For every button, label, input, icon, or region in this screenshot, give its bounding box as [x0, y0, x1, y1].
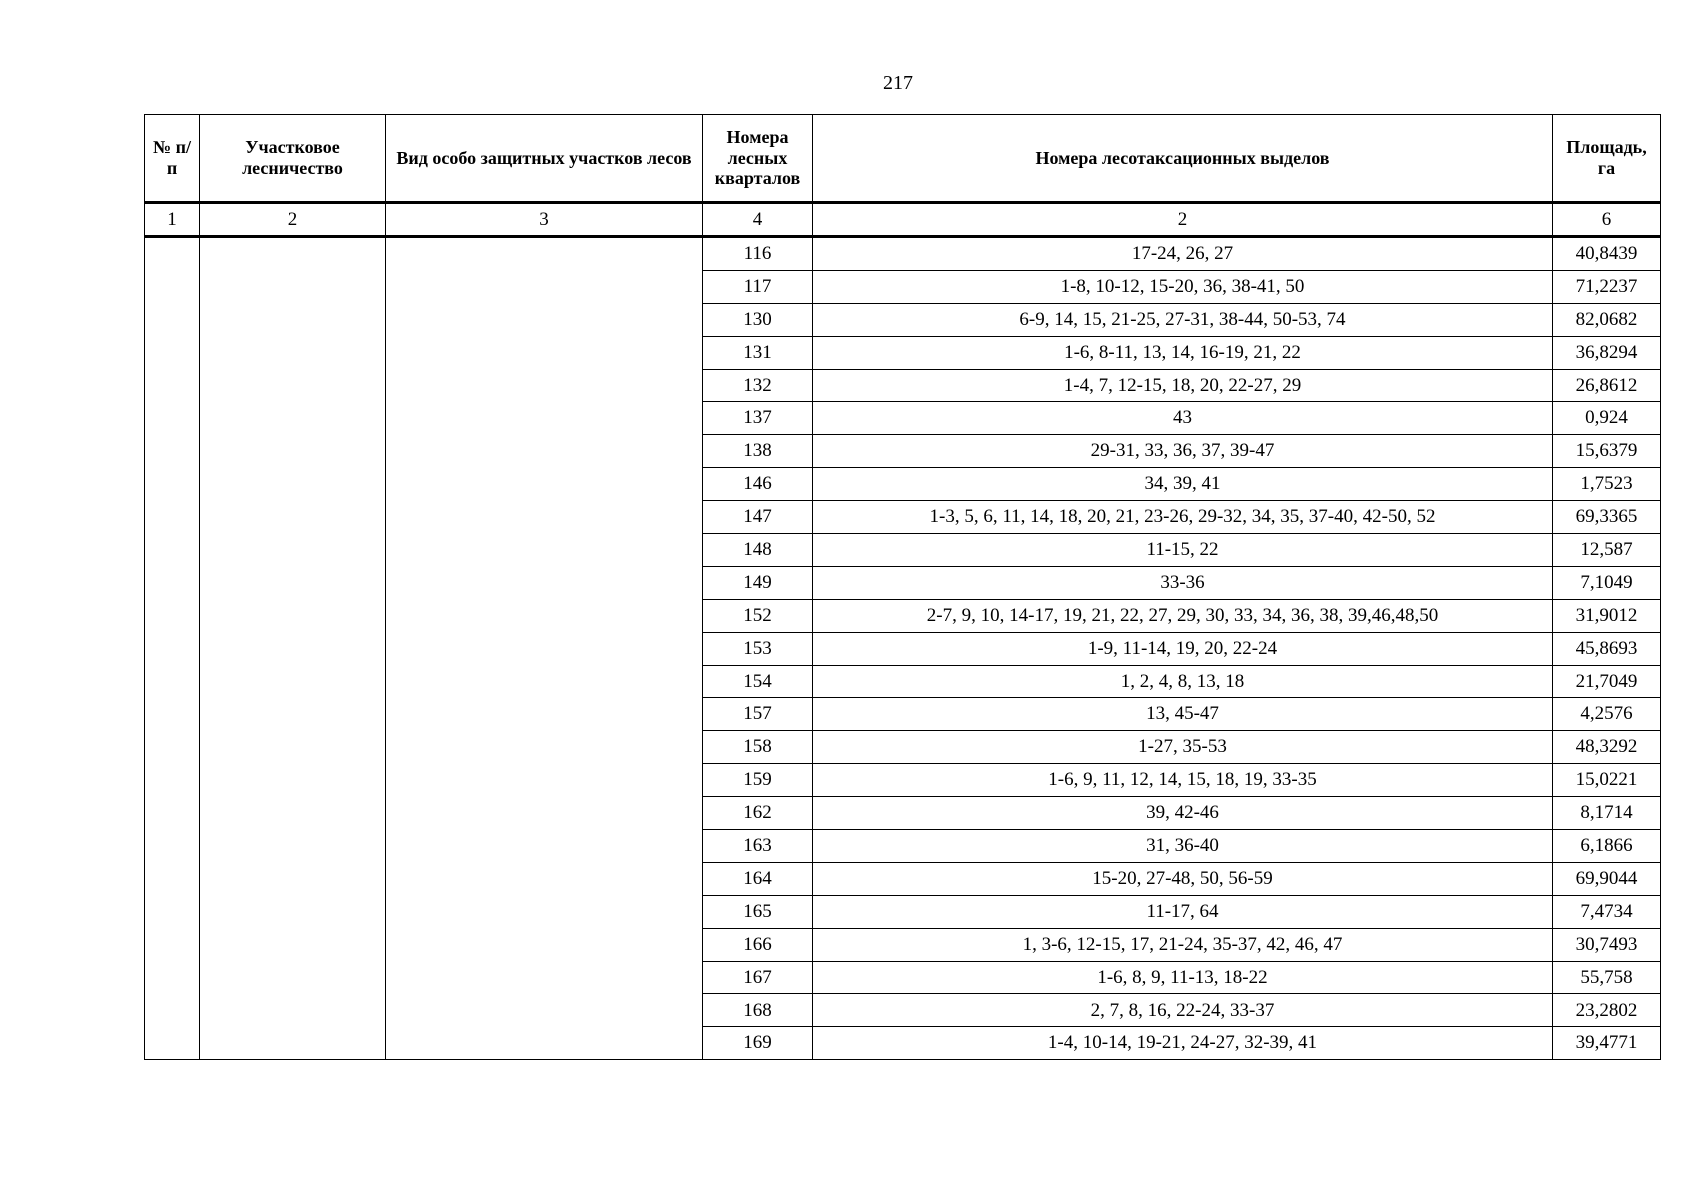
cell-number	[145, 303, 200, 336]
cell-area: 15,6379	[1553, 435, 1661, 468]
table-row	[145, 994, 1661, 1027]
cell-number	[145, 599, 200, 632]
cell-area: 40,8439	[1553, 237, 1661, 271]
cell-area: 36,8294	[1553, 336, 1661, 369]
column-number: 4	[703, 203, 813, 237]
column-number: 1	[145, 203, 200, 237]
cell-quarter: 149	[703, 566, 813, 599]
cell-protected-type	[386, 566, 703, 599]
cell-quarter: 165	[703, 895, 813, 928]
cell-quarter: 167	[703, 961, 813, 994]
cell-forestry	[200, 665, 386, 698]
table-row	[145, 764, 1661, 797]
cell-protected-type	[386, 764, 703, 797]
column-number: 3	[386, 203, 703, 237]
table-row	[145, 797, 1661, 830]
cell-forestry	[200, 534, 386, 567]
cell-plots: 1, 3-6, 12-15, 17, 21-24, 35-37, 42, 46, 47	[813, 928, 1553, 961]
table-row	[145, 862, 1661, 895]
cell-protected-type	[386, 862, 703, 895]
table-row	[145, 599, 1661, 632]
cell-quarter: 168	[703, 994, 813, 1027]
cell-forestry	[200, 830, 386, 863]
cell-protected-type	[386, 994, 703, 1027]
cell-protected-type	[386, 369, 703, 402]
table-row	[145, 534, 1661, 567]
table-row	[145, 665, 1661, 698]
table-row	[145, 369, 1661, 402]
cell-protected-type	[386, 599, 703, 632]
cell-forestry	[200, 501, 386, 534]
cell-forestry	[200, 994, 386, 1027]
cell-number	[145, 632, 200, 665]
header-quarters: Номера лесных кварталов	[703, 115, 813, 203]
cell-number	[145, 862, 200, 895]
column-number-row	[145, 203, 1661, 237]
cell-quarter: 137	[703, 402, 813, 435]
table-header-row	[145, 115, 1661, 203]
cell-protected-type	[386, 698, 703, 731]
cell-area: 55,758	[1553, 961, 1661, 994]
cell-forestry	[200, 764, 386, 797]
cell-protected-type	[386, 797, 703, 830]
cell-quarter: 131	[703, 336, 813, 369]
column-number: 2	[200, 203, 386, 237]
cell-area: 69,9044	[1553, 862, 1661, 895]
cell-forestry	[200, 1027, 386, 1060]
cell-protected-type	[386, 468, 703, 501]
cell-forestry	[200, 961, 386, 994]
table-row	[145, 402, 1661, 435]
table-row	[145, 698, 1661, 731]
table-row	[145, 632, 1661, 665]
cell-plots: 1-3, 5, 6, 11, 14, 18, 20, 21, 23-26, 29-32, 34, 35, 37-40, 42-50, 52	[813, 501, 1553, 534]
table-row	[145, 566, 1661, 599]
table-row	[145, 501, 1661, 534]
cell-area: 12,587	[1553, 534, 1661, 567]
cell-area: 0,924	[1553, 402, 1661, 435]
cell-number	[145, 402, 200, 435]
cell-plots: 17-24, 26, 27	[813, 237, 1553, 271]
table-row	[145, 1027, 1661, 1060]
cell-forestry	[200, 928, 386, 961]
cell-protected-type	[386, 303, 703, 336]
cell-number	[145, 468, 200, 501]
cell-plots: 1-4, 7, 12-15, 18, 20, 22-27, 29	[813, 369, 1553, 402]
cell-protected-type	[386, 928, 703, 961]
cell-number	[145, 336, 200, 369]
cell-forestry	[200, 237, 386, 271]
cell-quarter: 148	[703, 534, 813, 567]
cell-quarter: 138	[703, 435, 813, 468]
cell-quarter: 130	[703, 303, 813, 336]
cell-forestry	[200, 402, 386, 435]
forest-plots-table	[144, 114, 1661, 1060]
cell-area: 82,0682	[1553, 303, 1661, 336]
cell-area: 7,1049	[1553, 566, 1661, 599]
cell-number	[145, 270, 200, 303]
cell-quarter: 163	[703, 830, 813, 863]
cell-number	[145, 501, 200, 534]
cell-forestry	[200, 895, 386, 928]
cell-number	[145, 1027, 200, 1060]
cell-area: 30,7493	[1553, 928, 1661, 961]
cell-quarter: 153	[703, 632, 813, 665]
cell-quarter: 166	[703, 928, 813, 961]
cell-number	[145, 435, 200, 468]
cell-number	[145, 797, 200, 830]
cell-area: 8,1714	[1553, 797, 1661, 830]
header-area: Площадь, га	[1553, 115, 1661, 203]
cell-number	[145, 731, 200, 764]
cell-plots: 31, 36-40	[813, 830, 1553, 863]
cell-protected-type	[386, 534, 703, 567]
cell-protected-type	[386, 632, 703, 665]
table-row	[145, 731, 1661, 764]
table-row	[145, 336, 1661, 369]
table-row	[145, 468, 1661, 501]
cell-plots: 1-27, 35-53	[813, 731, 1553, 764]
cell-number	[145, 665, 200, 698]
cell-forestry	[200, 862, 386, 895]
cell-plots: 1, 2, 4, 8, 13, 18	[813, 665, 1553, 698]
cell-protected-type	[386, 731, 703, 764]
header-plots: Номера лесотаксационных выделов	[813, 115, 1553, 203]
header-forestry: Участковое лесничество	[200, 115, 386, 203]
cell-quarter: 164	[703, 862, 813, 895]
cell-plots: 6-9, 14, 15, 21-25, 27-31, 38-44, 50-53, 74	[813, 303, 1553, 336]
cell-quarter: 116	[703, 237, 813, 271]
cell-plots: 1-8, 10-12, 15-20, 36, 38-41, 50	[813, 270, 1553, 303]
cell-number	[145, 764, 200, 797]
table-row	[145, 830, 1661, 863]
cell-number	[145, 961, 200, 994]
column-number: 2	[813, 203, 1553, 237]
cell-plots: 1-6, 9, 11, 12, 14, 15, 18, 19, 33-35	[813, 764, 1553, 797]
cell-area: 48,3292	[1553, 731, 1661, 764]
cell-area: 39,4771	[1553, 1027, 1661, 1060]
cell-plots: 1-6, 8-11, 13, 14, 16-19, 21, 22	[813, 336, 1553, 369]
page-number: 217	[883, 72, 913, 94]
table-body	[145, 237, 1661, 1060]
cell-number	[145, 369, 200, 402]
cell-forestry	[200, 698, 386, 731]
cell-quarter: 159	[703, 764, 813, 797]
cell-area: 6,1866	[1553, 830, 1661, 863]
table-row	[145, 303, 1661, 336]
cell-quarter: 152	[703, 599, 813, 632]
cell-forestry	[200, 303, 386, 336]
cell-area: 21,7049	[1553, 665, 1661, 698]
cell-number	[145, 237, 200, 271]
cell-forestry	[200, 731, 386, 764]
header-number: № п/п	[145, 115, 200, 203]
cell-number	[145, 994, 200, 1027]
cell-number	[145, 566, 200, 599]
cell-protected-type	[386, 830, 703, 863]
cell-protected-type	[386, 961, 703, 994]
cell-forestry	[200, 270, 386, 303]
cell-quarter: 132	[703, 369, 813, 402]
cell-area: 45,8693	[1553, 632, 1661, 665]
cell-area: 31,9012	[1553, 599, 1661, 632]
cell-protected-type	[386, 237, 703, 271]
cell-quarter: 146	[703, 468, 813, 501]
cell-forestry	[200, 632, 386, 665]
cell-plots: 43	[813, 402, 1553, 435]
cell-quarter: 117	[703, 270, 813, 303]
cell-number	[145, 698, 200, 731]
cell-area: 15,0221	[1553, 764, 1661, 797]
cell-quarter: 162	[703, 797, 813, 830]
cell-forestry	[200, 599, 386, 632]
column-number: 6	[1553, 203, 1661, 237]
table-row	[145, 435, 1661, 468]
cell-plots: 39, 42-46	[813, 797, 1553, 830]
table-row	[145, 961, 1661, 994]
cell-protected-type	[386, 270, 703, 303]
table-row	[145, 928, 1661, 961]
cell-plots: 1-9, 11-14, 19, 20, 22-24	[813, 632, 1553, 665]
cell-area: 1,7523	[1553, 468, 1661, 501]
cell-plots: 13, 45-47	[813, 698, 1553, 731]
table-row	[145, 895, 1661, 928]
cell-quarter: 158	[703, 731, 813, 764]
cell-plots: 11-15, 22	[813, 534, 1553, 567]
cell-area: 4,2576	[1553, 698, 1661, 731]
cell-protected-type	[386, 501, 703, 534]
cell-quarter: 154	[703, 665, 813, 698]
cell-quarter: 147	[703, 501, 813, 534]
cell-plots: 1-4, 10-14, 19-21, 24-27, 32-39, 41	[813, 1027, 1553, 1060]
cell-quarter: 169	[703, 1027, 813, 1060]
cell-area: 69,3365	[1553, 501, 1661, 534]
cell-protected-type	[386, 435, 703, 468]
cell-area: 71,2237	[1553, 270, 1661, 303]
header-protected-type: Вид особо защитных участков лесов	[386, 115, 703, 203]
cell-plots: 11-17, 64	[813, 895, 1553, 928]
cell-forestry	[200, 797, 386, 830]
table-row	[145, 270, 1661, 303]
cell-protected-type	[386, 402, 703, 435]
cell-plots: 29-31, 33, 36, 37, 39-47	[813, 435, 1553, 468]
cell-protected-type	[386, 665, 703, 698]
cell-area: 23,2802	[1553, 994, 1661, 1027]
cell-forestry	[200, 435, 386, 468]
cell-plots: 34, 39, 41	[813, 468, 1553, 501]
cell-protected-type	[386, 1027, 703, 1060]
cell-plots: 33-36	[813, 566, 1553, 599]
cell-forestry	[200, 468, 386, 501]
cell-forestry	[200, 369, 386, 402]
cell-number	[145, 928, 200, 961]
table-row	[145, 237, 1661, 271]
cell-plots: 2, 7, 8, 16, 22-24, 33-37	[813, 994, 1553, 1027]
cell-plots: 1-6, 8, 9, 11-13, 18-22	[813, 961, 1553, 994]
cell-forestry	[200, 336, 386, 369]
cell-plots: 15-20, 27-48, 50, 56-59	[813, 862, 1553, 895]
cell-forestry	[200, 566, 386, 599]
cell-number	[145, 830, 200, 863]
cell-number	[145, 534, 200, 567]
cell-area: 7,4734	[1553, 895, 1661, 928]
cell-number	[145, 895, 200, 928]
cell-area: 26,8612	[1553, 369, 1661, 402]
cell-protected-type	[386, 895, 703, 928]
cell-protected-type	[386, 336, 703, 369]
cell-plots: 2-7, 9, 10, 14-17, 19, 21, 22, 27, 29, 30, 33, 34, 36, 38, 39,46,48,50	[813, 599, 1553, 632]
cell-quarter: 157	[703, 698, 813, 731]
